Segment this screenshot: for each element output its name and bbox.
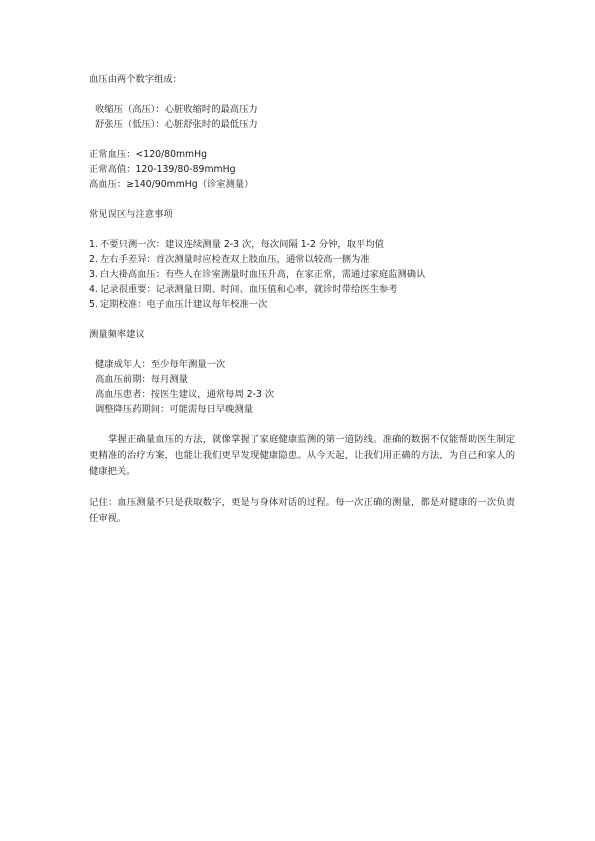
frequency-item-hypertension: 高血压患者：按医生建议，通常每周 2-3 次 (95, 389, 275, 400)
misconception-item-3 (89, 267, 515, 282)
misconception-item-4 (89, 282, 515, 297)
spacer (89, 192, 515, 207)
list-number: 3. (89, 269, 98, 280)
spacer (89, 312, 515, 327)
frequency-item-medication-adjustment: 调整降压药期间：可能需每日早晚测量 (95, 404, 254, 415)
bp-definition-diastolic: 舒张压（低压）：心脏舒张时的最低压力 (95, 119, 258, 130)
misconception-item-5 (89, 297, 515, 312)
spacer (89, 342, 515, 357)
spacer (89, 222, 515, 237)
frequency-item-prehypertension: 高血压前期：每月测量 (95, 374, 188, 385)
frequency-heading: 测量频率建议 (89, 329, 145, 340)
frequency-item-healthy-adult: 健康成年人：至少每年测量一次 (95, 359, 226, 370)
bp-range-normal: 正常血压：<120/80mmHg (89, 149, 207, 160)
intro-line: 血压由两个数字组成： (89, 74, 182, 85)
bp-range-high-normal: 正常高值：120-139/80-89mmHg (89, 164, 236, 175)
list-item-text: 不要只测一次：建议连续测量 2-3 次，每次间隔 1-2 分钟，取平均值 (100, 239, 384, 250)
list-number: 5. (89, 299, 98, 310)
spacer (89, 480, 515, 495)
bp-range-hypertension: 高血压：≥140/90mmHg（诊室测量） (89, 179, 254, 190)
list-item-text: 记录很重要：记录测量日期、时间、血压值和心率，就诊时带给医生参考 (100, 284, 398, 295)
list-number: 2. (89, 254, 98, 265)
note-paragraph: 记住：血压测量不只是获取数字，更是与身体对话的过程。每一次正确的测量，都是对健康的一次负责任审视。 (89, 497, 515, 524)
list-item-text: 白大褂高血压：有些人在诊室测量时血压升高，在家正常，需通过家庭监测确认 (100, 269, 426, 280)
spacer (89, 417, 515, 432)
bp-definition-systolic: 收缩压（高压）：心脏收缩时的最高压力 (95, 104, 258, 115)
list-number: 1. (89, 239, 98, 250)
closing-paragraph: 掌握正确量血压的方法，就像掌握了家庭健康监测的第一道防线。准确的数据不仅能帮助医生制定更精准的治疗方案，也能让我们更早发现健康隐患。从今天起，让我们用正确的方法，为自己和家人的健康把关。 (89, 434, 515, 477)
list-item-text: 定期校准：电子血压计建议每年校准一次 (100, 299, 268, 310)
list-number: 4. (89, 284, 98, 295)
misconceptions-heading: 常见误区与注意事项 (89, 209, 173, 220)
misconception-item-2 (89, 252, 515, 267)
spacer (89, 87, 515, 102)
spacer (89, 132, 515, 147)
document-body (89, 72, 515, 527)
misconception-item-1 (89, 237, 515, 252)
list-item-text: 左右手差异：首次测量时应检查双上肢血压，通常以较高一侧为准 (100, 254, 370, 265)
